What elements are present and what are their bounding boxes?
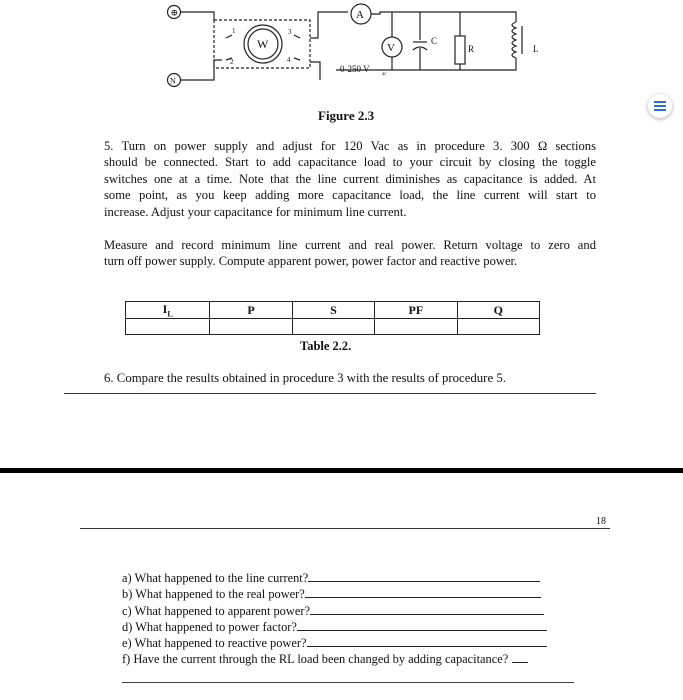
question-d: d) What happened to power factor? [122, 619, 547, 635]
voltmeter-label: V [387, 42, 395, 54]
answer-blank[interactable] [305, 586, 541, 598]
answer-blank[interactable] [310, 603, 544, 615]
answer-line[interactable] [80, 528, 610, 529]
svg-text:4: 4 [287, 56, 291, 64]
answer-line[interactable] [64, 393, 596, 394]
wattmeter-label: W [257, 37, 269, 51]
question-c: c) What happened to apparent power? [122, 603, 547, 619]
question-f: f) Have the current through the RL load been changed by adding capacitance? [122, 651, 547, 667]
svg-text:1: 1 [232, 27, 236, 35]
answer-blank[interactable] [307, 635, 547, 647]
cell-p[interactable] [210, 319, 292, 335]
table-row [126, 319, 540, 335]
header-il: $I_L$ [126, 302, 210, 319]
procedure-6-text: 6. Compare the results obtained in procedure 3 with the results of procedure 5. [104, 371, 506, 385]
header-pf: PF [375, 302, 457, 319]
svg-text:2: 2 [230, 58, 234, 66]
ammeter-label: A [356, 9, 364, 21]
procedure-5-text: 5. Turn on power supply and adjust for 120 Vac as in procedure 3. 300 Ω sections should be connected. Start to add capacitance load to your circuit by closing the toggle switches one at a time. Note that the line current diminishes as capacitance is added. At some point, as you keep adding more capacitance load, the line current will start to increase. Adjust your capacitance for minimum line current. [104, 139, 596, 219]
svg-text:ac: ac [382, 72, 387, 77]
capacitor-label: C [431, 36, 438, 46]
answer-blank[interactable] [308, 570, 540, 582]
question-e: e) What happened to reactive power? [122, 635, 547, 651]
cell-pf[interactable] [375, 319, 457, 335]
header-p: P [210, 302, 292, 319]
cell-il[interactable] [126, 319, 210, 335]
measure-instructions: Measure and record minimum line current and real power. Return voltage to zero and turn off power supply. Compute apparent power, power factor and reactive power. [104, 238, 596, 269]
inductor-label: L [533, 44, 539, 54]
table-caption: Table 2.2. [300, 339, 352, 353]
question-b: b) What happened to the real power? [122, 586, 547, 602]
cell-q[interactable] [457, 319, 539, 335]
page-number: 18 [596, 516, 606, 527]
hamburger-icon [654, 100, 666, 112]
question-a: a) What happened to the line current? [122, 570, 547, 586]
svg-text:3: 3 [288, 28, 292, 36]
answer-blank[interactable] [297, 619, 547, 631]
page-divider [0, 468, 683, 473]
neutral-symbol: N [170, 76, 176, 86]
phase-symbol: ⊕ [170, 7, 179, 18]
results-table [125, 301, 540, 335]
menu-button[interactable] [648, 94, 672, 118]
resistor-label: R [468, 44, 475, 54]
question-list [122, 570, 547, 668]
answer-line[interactable] [122, 682, 574, 683]
cell-s[interactable] [292, 319, 374, 335]
header-q: Q [457, 302, 539, 319]
answer-blank[interactable] [512, 651, 528, 663]
header-s: S [292, 302, 374, 319]
figure-caption: Figure 2.3 [318, 108, 375, 123]
circuit-diagram [160, 0, 540, 92]
table-header-row [126, 302, 540, 319]
voltmeter-range: 0-250 V [340, 64, 370, 74]
